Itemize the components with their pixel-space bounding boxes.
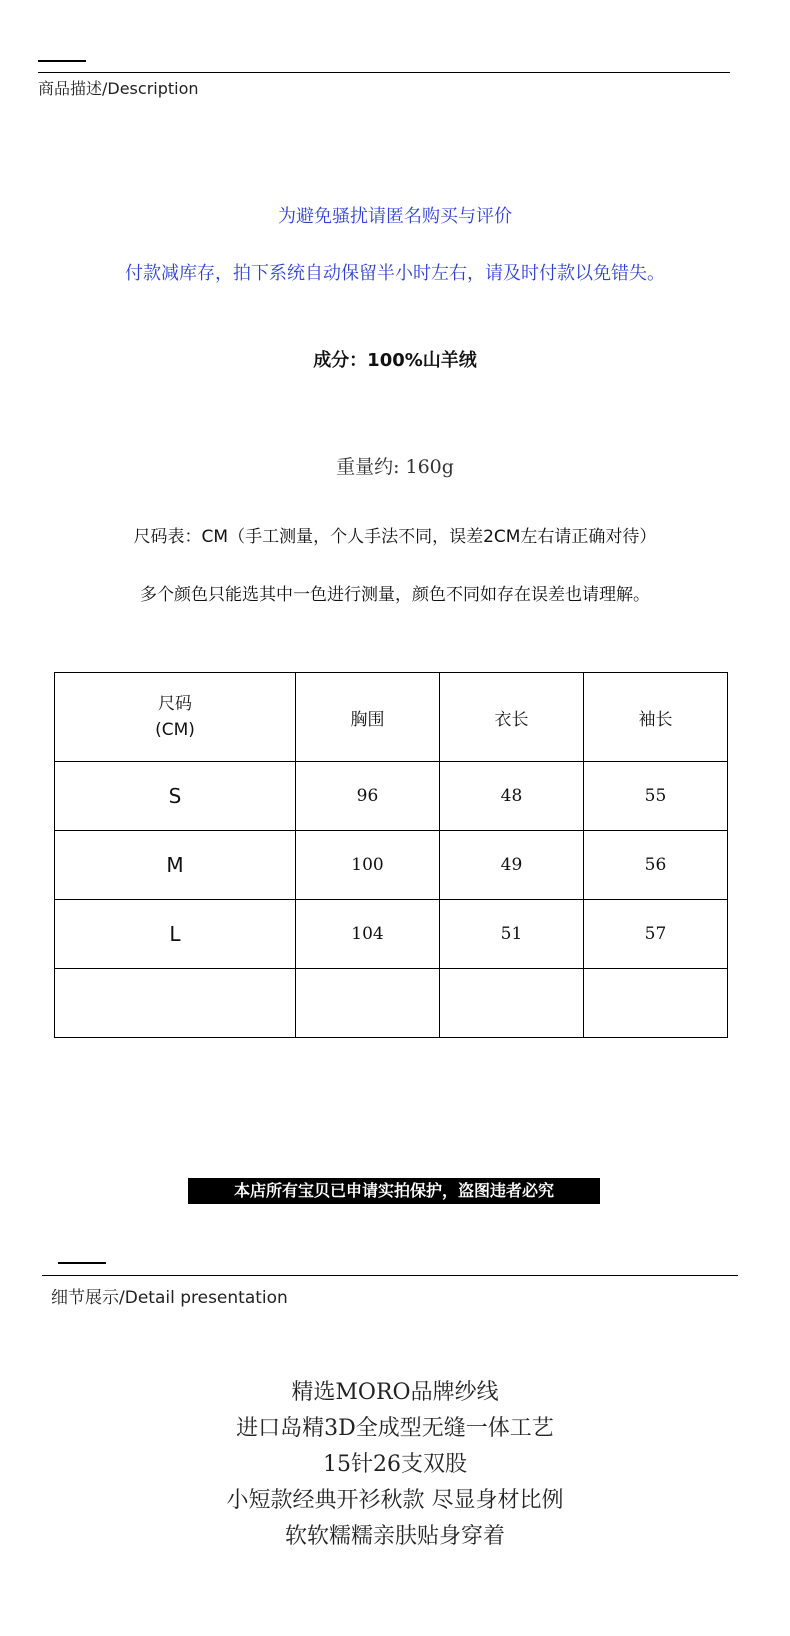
length-cell bbox=[440, 969, 584, 1038]
section-title: 细节展示/Detail presentation bbox=[51, 1288, 288, 1308]
sleeve-cell: 55 bbox=[584, 762, 728, 831]
detail-line: 15针26支双股 bbox=[323, 1452, 467, 1477]
chest-cell: 96 bbox=[296, 762, 440, 831]
size-cell: S bbox=[55, 762, 296, 831]
header-cell-size bbox=[55, 673, 296, 762]
sleeve-cell bbox=[584, 969, 728, 1038]
copyright-banner: 本店所有宝贝已申请实拍保护，盗图违者必究 bbox=[188, 1178, 600, 1204]
detail-line: 小短款经典开衫秋款 尽显身材比例 bbox=[226, 1488, 564, 1513]
chest-cell bbox=[296, 969, 440, 1038]
header-size-unit: (CM) bbox=[155, 720, 195, 740]
size-chart-note: 尺码表：CM（手工测量，个人手法不同，误差2CM左右请正确对待） bbox=[133, 527, 657, 547]
detail-line: 软软糯糯亲肤贴身穿着 bbox=[284, 1524, 505, 1549]
anonymous-notice: 为避免骚扰请匿名购买与评价 bbox=[278, 206, 512, 227]
sleeve-cell: 57 bbox=[584, 900, 728, 969]
section-title: 商品描述/Description bbox=[38, 79, 199, 98]
color-note: 多个颜色只能选其中一色进行测量，颜色不同如存在误差也请理解。 bbox=[140, 585, 650, 605]
detail-line: 进口岛精3D全成型无缝一体工艺 bbox=[236, 1416, 554, 1441]
size-cell bbox=[55, 969, 296, 1038]
table-row bbox=[55, 900, 728, 969]
table-row bbox=[55, 969, 728, 1038]
header-divider bbox=[38, 72, 730, 73]
header-accent-line bbox=[38, 60, 86, 62]
length-cell: 49 bbox=[440, 831, 584, 900]
header-cell-chest: 胸围 bbox=[296, 673, 440, 762]
header-size-label: 尺码 bbox=[158, 694, 192, 714]
weight-text: 重量约: 160g bbox=[336, 456, 454, 478]
size-table bbox=[54, 672, 728, 1038]
header-cell-sleeve: 袖长 bbox=[584, 673, 728, 762]
table-row bbox=[55, 831, 728, 900]
length-cell: 51 bbox=[440, 900, 584, 969]
table-row bbox=[55, 762, 728, 831]
detail-text-block bbox=[0, 1375, 790, 1555]
header-accent-line bbox=[58, 1262, 106, 1264]
detail-line: 精选MORO品牌纱线 bbox=[291, 1380, 499, 1405]
size-cell: L bbox=[55, 900, 296, 969]
sleeve-cell: 56 bbox=[584, 831, 728, 900]
payment-notice: 付款减库存，拍下系统自动保留半小时左右，请及时付款以免错失。 bbox=[125, 263, 665, 284]
detail-section-header bbox=[0, 1240, 790, 1310]
size-table-header-row bbox=[55, 673, 728, 762]
chest-cell: 104 bbox=[296, 900, 440, 969]
header-divider bbox=[42, 1275, 738, 1276]
length-cell: 48 bbox=[440, 762, 584, 831]
chest-cell: 100 bbox=[296, 831, 440, 900]
size-cell: M bbox=[55, 831, 296, 900]
header-cell-length: 衣长 bbox=[440, 673, 584, 762]
material-text: 成分：100%山羊绒 bbox=[313, 350, 477, 371]
description-section-header bbox=[0, 0, 790, 100]
